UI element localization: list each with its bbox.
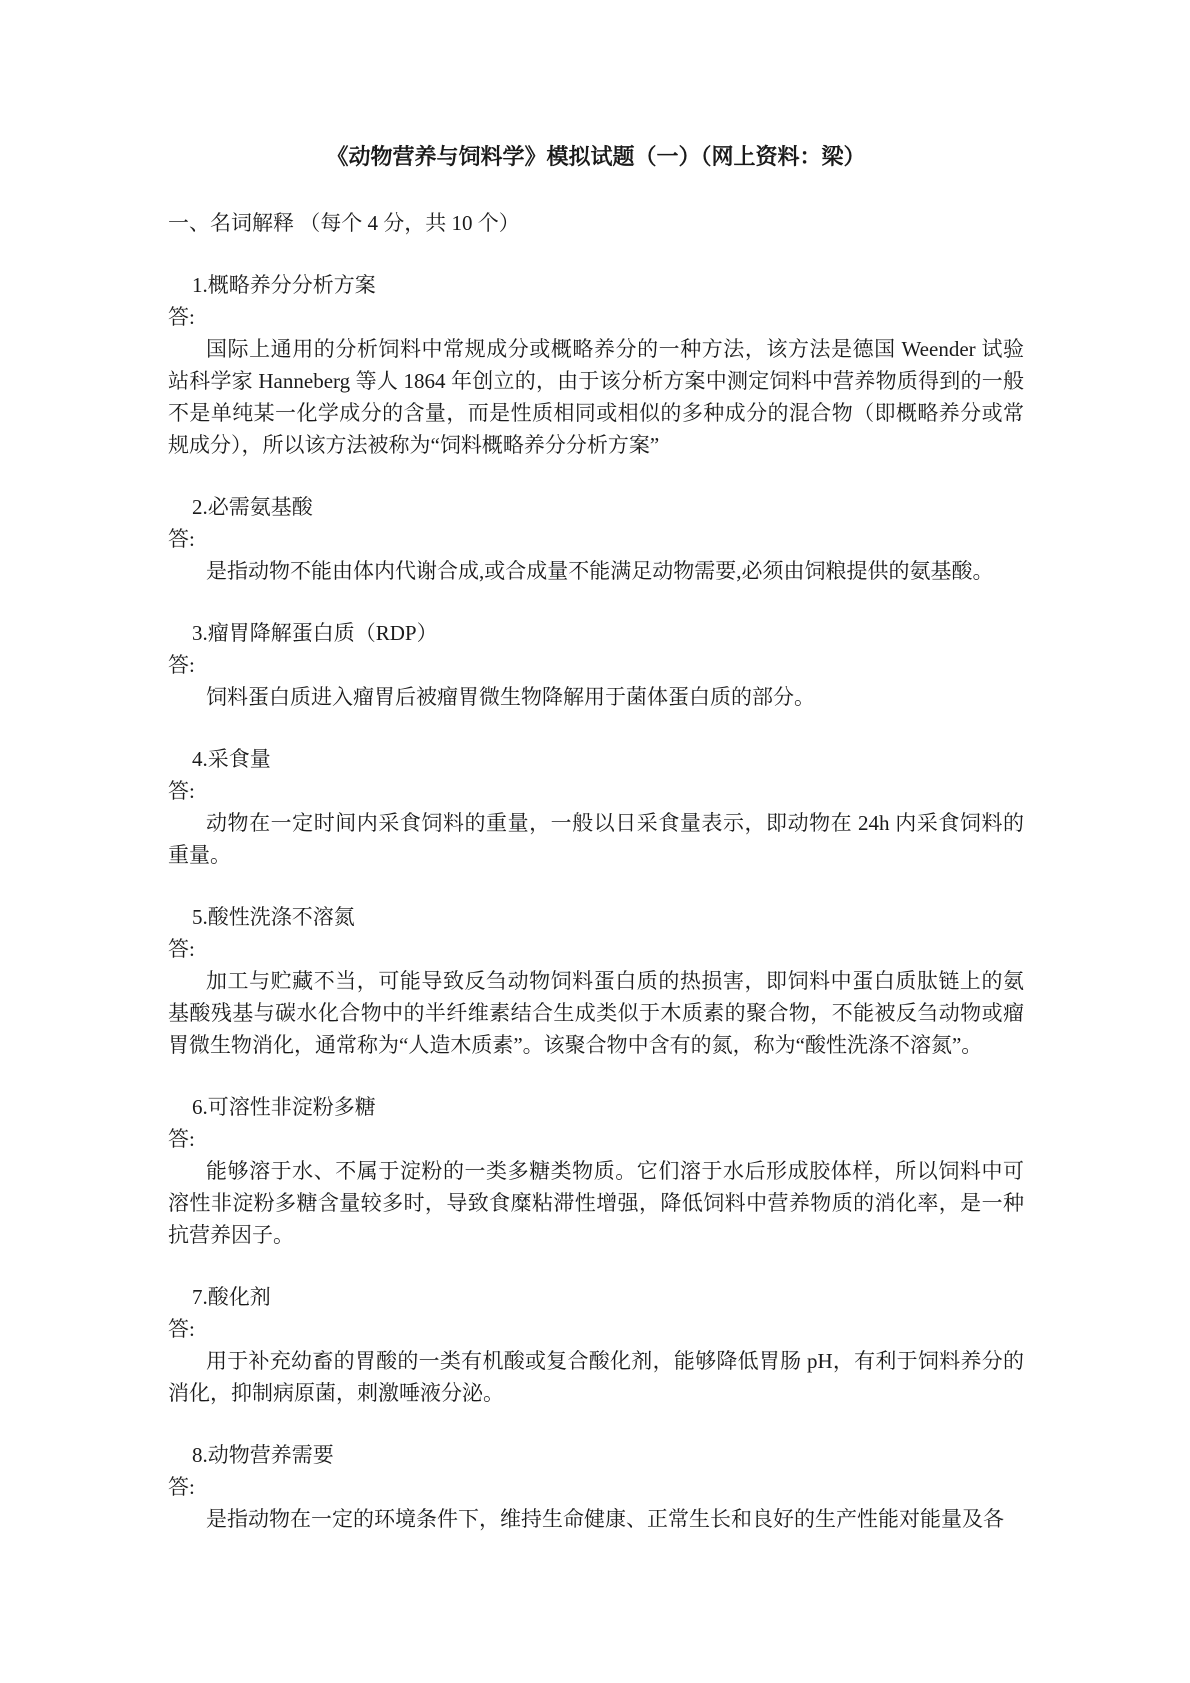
answer-text: 国际上通用的分析饲料中常规成分或概略养分的一种方法，该方法是德国 Weender 试验站科学家 Hanneberg 等人 1864 年创立的，由于该分析方案中测定饲料中营养物质得到的一般不是单纯某一化学成分的含量，而是性质相同或相似的多种成分的混合物（即概略养分或常规成分），所以该方法被称为“饲料概略养分分析方案” xyxy=(168,337,1024,457)
answer-label: 答: xyxy=(168,1475,195,1499)
answer-label: 答: xyxy=(168,1127,195,1151)
definition-item-3 xyxy=(168,617,1024,713)
answer-text: 是指动物不能由体内代谢合成,或合成量不能满足动物需要,必须由饲粮提供的氨基酸。 xyxy=(206,559,994,583)
answer-text: 动物在一定时间内采食饲料的重量，一般以日采食量表示，即动物在 24h 内采食饲料的重量。 xyxy=(168,811,1024,867)
term-heading: 6.可溶性非淀粉多糖 xyxy=(192,1095,376,1119)
term-heading: 7.酸化剂 xyxy=(192,1285,271,1309)
term-heading: 1.概略养分分析方案 xyxy=(192,273,376,297)
definition-item-8 xyxy=(168,1439,1024,1535)
answer-label: 答: xyxy=(168,937,195,961)
answer-label: 答: xyxy=(168,779,195,803)
definition-item-2 xyxy=(168,491,1024,587)
definition-item-7 xyxy=(168,1281,1024,1409)
section-heading: 一、名词解释 （每个 4 分，共 10 个） xyxy=(168,211,520,235)
answer-text: 用于补充幼畜的胃酸的一类有机酸或复合酸化剂，能够降低胃肠 pH，有利于饲料养分的消化，抑制病原菌，刺激唾液分泌。 xyxy=(168,1349,1024,1405)
definition-item-6 xyxy=(168,1091,1024,1251)
answer-text: 是指动物在一定的环境条件下，维持生命健康、正常生长和良好的生产性能对能量及各 xyxy=(206,1507,1004,1531)
answer-label: 答: xyxy=(168,1317,195,1341)
term-heading: 3.瘤胃降解蛋白质（RDP） xyxy=(192,621,438,645)
definition-item-1 xyxy=(168,269,1024,461)
answer-label: 答: xyxy=(168,305,195,329)
answer-text: 加工与贮藏不当，可能导致反刍动物饲料蛋白质的热损害，即饲料中蛋白质肽链上的氨基酸残基与碳水化合物中的半纤维素结合生成类似于木质素的聚合物，不能被反刍动物或瘤胃微生物消化，通常称为“人造木质素”。该聚合物中含有的氮，称为“酸性洗涤不溶氮”。 xyxy=(168,969,1024,1057)
page-title: 《动物营养与饲料学》模拟试题（一）（网上资料：梁） xyxy=(326,144,866,169)
term-heading: 5.酸性洗涤不溶氮 xyxy=(192,905,355,929)
definition-item-4 xyxy=(168,743,1024,871)
term-heading: 2.必需氨基酸 xyxy=(192,495,313,519)
answer-label: 答: xyxy=(168,653,195,677)
answer-text: 能够溶于水、不属于淀粉的一类多糖类物质。它们溶于水后形成胶体样，所以饲料中可溶性非淀粉多糖含量较多时，导致食糜粘滞性增强，降低饲料中营养物质的消化率，是一种抗营养因子。 xyxy=(168,1159,1024,1247)
term-heading: 8.动物营养需要 xyxy=(192,1443,334,1467)
answer-text: 饲料蛋白质进入瘤胃后被瘤胃微生物降解用于菌体蛋白质的部分。 xyxy=(206,685,815,709)
definition-item-5 xyxy=(168,901,1024,1061)
term-heading: 4.采食量 xyxy=(192,747,271,771)
answer-label: 答: xyxy=(168,527,195,551)
